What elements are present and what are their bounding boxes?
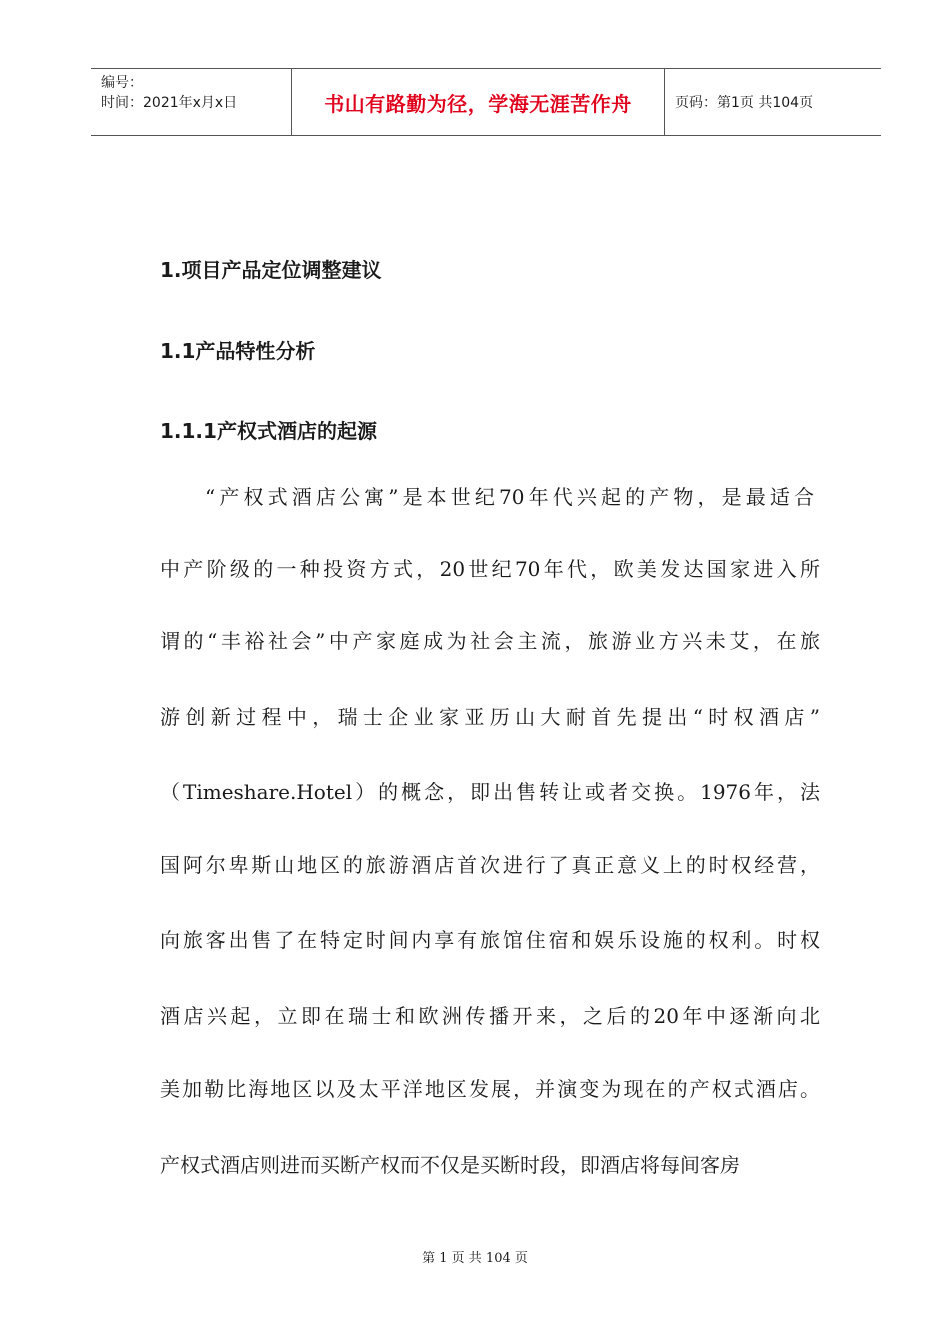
paragraph-line: 向旅客出售了在特定时间内享有旅馆住宿和娱乐设施的权利。时权 bbox=[160, 928, 820, 952]
heading-level-2: 1.1产品特性分析 bbox=[160, 339, 316, 363]
header-meta bbox=[91, 69, 292, 135]
page-header bbox=[91, 68, 881, 136]
paragraph-line: 国阿尔卑斯山地区的旅游酒店首次进行了真正意义上的时权经营， bbox=[160, 853, 820, 877]
paragraph-line: 谓的“丰裕社会”中产家庭成为社会主流，旅游业方兴未艾，在旅 bbox=[160, 629, 820, 653]
header-number-label: 编号： bbox=[101, 75, 143, 91]
paragraph-line: 中产阶级的一种投资方式，20世纪70年代，欧美发达国家进入所 bbox=[160, 557, 820, 581]
paragraph-line: 美加勒比海地区以及太平洋地区发展，并演变为现在的产权式酒店。 bbox=[160, 1077, 820, 1101]
header-time-label: 时间：2021年x月x日 bbox=[101, 95, 238, 111]
header-page-info: 页码：第1页 共104页 bbox=[675, 95, 814, 111]
heading-level-1: 1.项目产品定位调整建议 bbox=[160, 258, 382, 282]
paragraph-line: （Timeshare.Hotel）的概念，即出售转让或者交换。1976年，法 bbox=[160, 780, 820, 804]
paragraph-line: 游创新过程中，瑞士企业家亚历山大耐首先提出“时权酒店” bbox=[160, 705, 820, 729]
paragraph-line: 酒店兴起，立即在瑞士和欧洲传播开来，之后的20年中逐渐向北 bbox=[160, 1004, 820, 1028]
header-motto: 书山有路勤为径，学海无涯苦作舟 bbox=[292, 69, 665, 135]
paragraph-line: 产权式酒店则进而买断产权而不仅是买断时段，即酒店将每间客房 bbox=[160, 1153, 740, 1177]
heading-level-3: 1.1.1产权式酒店的起源 bbox=[160, 419, 377, 443]
page-footer: 第 1 页 共 104 页 bbox=[422, 1251, 528, 1266]
paragraph-line: “产权式酒店公寓”是本世纪70年代兴起的产物，是最适合 bbox=[205, 485, 814, 509]
